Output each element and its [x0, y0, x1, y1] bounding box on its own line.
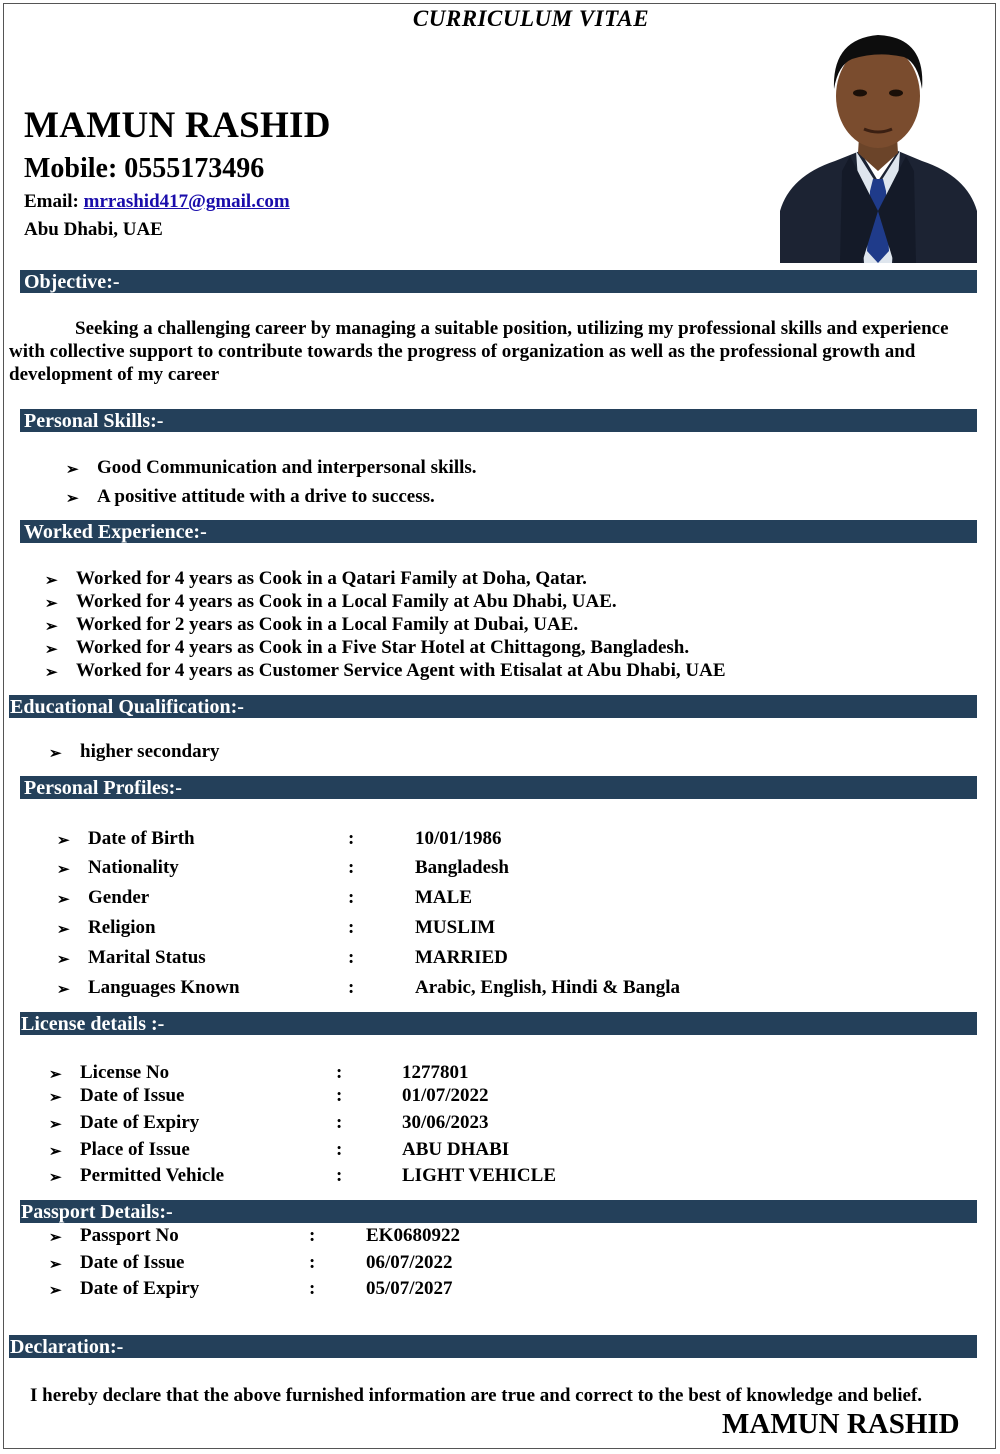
- license-value: 1277801: [402, 1062, 469, 1083]
- bullet-arrow-icon: ➢: [49, 1090, 62, 1106]
- profile-label: Gender: [88, 887, 150, 908]
- colon: :: [348, 857, 355, 878]
- colon: :: [348, 887, 355, 908]
- experience-item: Worked for 4 years as Cook in a Qatari Family at Doha, Qatar.: [76, 568, 587, 589]
- experience-item: Worked for 4 years as Cook in a Local Family at Abu Dhabi, UAE.: [76, 591, 617, 612]
- license-value: 30/06/2023: [402, 1112, 489, 1133]
- signature-name: MAMUN RASHID: [722, 1408, 960, 1440]
- bullet-arrow-icon: ➢: [66, 491, 79, 507]
- profile-label: Religion: [88, 917, 156, 938]
- profile-photo: [780, 11, 977, 263]
- passport-label: Passport No: [80, 1225, 179, 1246]
- passport-header: Passport Details:-: [20, 1200, 977, 1223]
- license-label: Place of Issue: [80, 1139, 190, 1160]
- objective-header: Objective:-: [20, 270, 977, 293]
- bullet-arrow-icon: ➢: [45, 573, 58, 589]
- bullet-arrow-icon: ➢: [45, 596, 58, 612]
- license-label: Date of Expiry: [80, 1112, 200, 1133]
- profile-value: Bangladesh: [415, 857, 509, 878]
- bullet-arrow-icon: ➢: [49, 746, 62, 762]
- colon: :: [336, 1139, 343, 1160]
- bullet-arrow-icon: ➢: [49, 1144, 62, 1160]
- passport-value: 05/07/2027: [366, 1278, 453, 1299]
- bullet-arrow-icon: ➢: [49, 1117, 62, 1133]
- bullet-arrow-icon: ➢: [49, 1230, 62, 1246]
- candidate-name: MAMUN RASHID: [24, 105, 331, 146]
- profile-value: MUSLIM: [415, 917, 496, 938]
- passport-label: Date of Issue: [80, 1252, 185, 1273]
- colon: :: [348, 828, 355, 849]
- bullet-arrow-icon: ➢: [49, 1257, 62, 1273]
- portrait-illustration: [780, 11, 977, 263]
- license-label: Date of Issue: [80, 1085, 185, 1106]
- license-value: ABU DHABI: [402, 1139, 510, 1160]
- license-label: Permitted Vehicle: [80, 1165, 225, 1186]
- bullet-arrow-icon: ➢: [45, 619, 58, 635]
- colon: :: [336, 1112, 343, 1133]
- bullet-arrow-icon: ➢: [66, 462, 79, 478]
- email-line: [24, 191, 290, 213]
- document-title: CURRICULUM VITAE: [412, 6, 650, 31]
- bullet-arrow-icon: ➢: [49, 1170, 62, 1186]
- declaration-text: I hereby declare that the above furnished information are true and correct to the best of knowledge and belief.: [30, 1385, 923, 1406]
- colon: :: [309, 1225, 316, 1246]
- profile-label: Date of Birth: [88, 828, 195, 849]
- declaration-header: Declaration:-: [9, 1335, 977, 1358]
- profile-label: Marital Status: [88, 947, 206, 968]
- skills-header: Personal Skills:-: [20, 409, 977, 432]
- experience-item: Worked for 2 years as Cook in a Local Family at Dubai, UAE.: [76, 614, 579, 635]
- skill-item: A positive attitude with a drive to success.: [97, 486, 435, 507]
- profile-value: 10/01/1986: [415, 828, 502, 849]
- colon: :: [348, 977, 355, 998]
- license-header: License details :-: [20, 1012, 977, 1035]
- colon: :: [309, 1278, 316, 1299]
- skill-item: Good Communication and interpersonal skills.: [97, 457, 477, 478]
- colon: :: [309, 1252, 316, 1273]
- email-link[interactable]: mrrashid417@gmail.com: [83, 191, 290, 212]
- bullet-arrow-icon: ➢: [57, 833, 70, 849]
- passport-value: 06/07/2022: [366, 1252, 453, 1273]
- license-value: 01/07/2022: [402, 1085, 489, 1106]
- bullet-arrow-icon: ➢: [57, 982, 70, 998]
- colon: :: [336, 1165, 343, 1186]
- passport-value: EK0680922: [366, 1225, 460, 1246]
- license-value: LIGHT VEHICLE: [402, 1165, 556, 1186]
- bullet-arrow-icon: ➢: [57, 922, 70, 938]
- experience-item: Worked for 4 years as Cook in a Five Star Hotel at Chittagong, Bangladesh.: [76, 637, 690, 658]
- objective-text: Seeking a challenging career by managing a suitable position, utilizing my professional skills and experience with collective support to contribute towards the progress of organization as well as the professional growth and development of my career: [9, 318, 949, 385]
- location: Abu Dhabi, UAE: [24, 219, 163, 240]
- passport-label: Date of Expiry: [80, 1278, 200, 1299]
- bullet-arrow-icon: ➢: [45, 665, 58, 681]
- bullet-arrow-icon: ➢: [57, 862, 70, 878]
- education-item: higher secondary: [80, 741, 220, 762]
- education-header: Educational Qualification:-: [9, 695, 977, 718]
- colon: :: [348, 947, 355, 968]
- mobile-number: Mobile: 0555173496: [24, 153, 265, 184]
- colon: :: [336, 1062, 343, 1083]
- colon: :: [336, 1085, 343, 1106]
- profile-value: Arabic, English, Hindi & Bangla: [415, 977, 681, 998]
- license-label: License No: [80, 1062, 170, 1083]
- bullet-arrow-icon: ➢: [49, 1283, 62, 1299]
- email-label: Email:: [24, 191, 79, 212]
- experience-item: Worked for 4 years as Customer Service Agent with Etisalat at Abu Dhabi, UAE: [76, 660, 726, 681]
- profile-label: Languages Known: [88, 977, 240, 998]
- profile-value: MARRIED: [415, 947, 508, 968]
- bullet-arrow-icon: ➢: [57, 952, 70, 968]
- bullet-arrow-icon: ➢: [45, 642, 58, 658]
- profiles-header: Personal Profiles:-: [20, 776, 977, 799]
- profile-label: Nationality: [88, 857, 179, 878]
- profile-value: MALE: [415, 887, 472, 908]
- experience-header: Worked Experience:-: [20, 520, 977, 543]
- bullet-arrow-icon: ➢: [49, 1067, 62, 1083]
- bullet-arrow-icon: ➢: [57, 892, 70, 908]
- colon: :: [348, 917, 355, 938]
